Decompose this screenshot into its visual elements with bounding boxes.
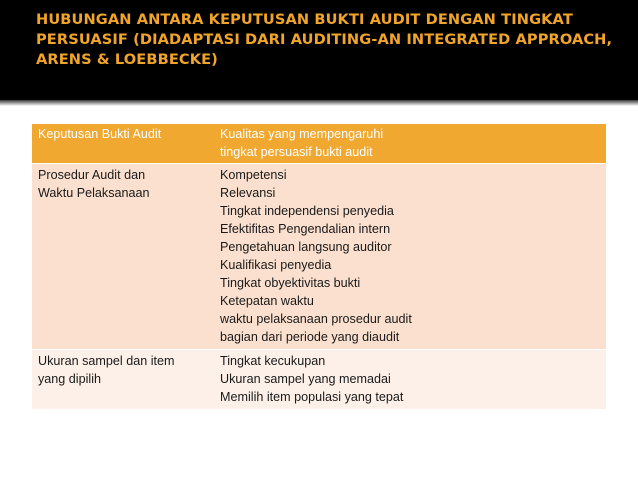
table-header-row <box>32 124 606 164</box>
header-label: Keputusan Bukti Audit <box>38 127 162 141</box>
qualities-text: Tingkat kecukupan Ukuran sampel yang memadai Memilih item populasi yang tepat <box>220 354 404 404</box>
decision-text: Prosedur Audit dan Waktu Pelaksanaan <box>38 168 150 200</box>
title-divider <box>0 100 638 106</box>
decision-text: Ukuran sampel dan item yang dipilih <box>38 354 175 386</box>
decision-cell <box>32 164 214 350</box>
header-label: Kualitas yang mempengaruhi tingkat persuasif bukti audit <box>220 127 384 159</box>
slide-title: HUBUNGAN ANTARA KEPUTUSAN BUKTI AUDIT DENGAN TINGKAT PERSUASIF (DIADAPTASI DARI AUDITING-AN INTEGRATED APPROACH, ARENS & LOEBBECKE) <box>36 11 613 68</box>
evidence-table <box>32 124 606 409</box>
header-cell-qualities <box>214 124 606 164</box>
decision-cell <box>32 350 214 410</box>
title-bar <box>0 0 638 103</box>
qualities-text: Kompetensi Relevansi Tingkat independensi penyedia Efektifitas Pengendalian intern Pengetahuan langsung auditor Kualifikasi penyedia Tingkat obyektivitas bukti Ketepatan waktu waktu pelaksanaan prosedur audit bagian dari periode yang diaudit <box>220 168 412 344</box>
qualities-cell <box>214 164 606 350</box>
qualities-cell <box>214 350 606 410</box>
table-row <box>32 350 606 410</box>
table-row <box>32 164 606 350</box>
header-cell-decision <box>32 124 214 164</box>
